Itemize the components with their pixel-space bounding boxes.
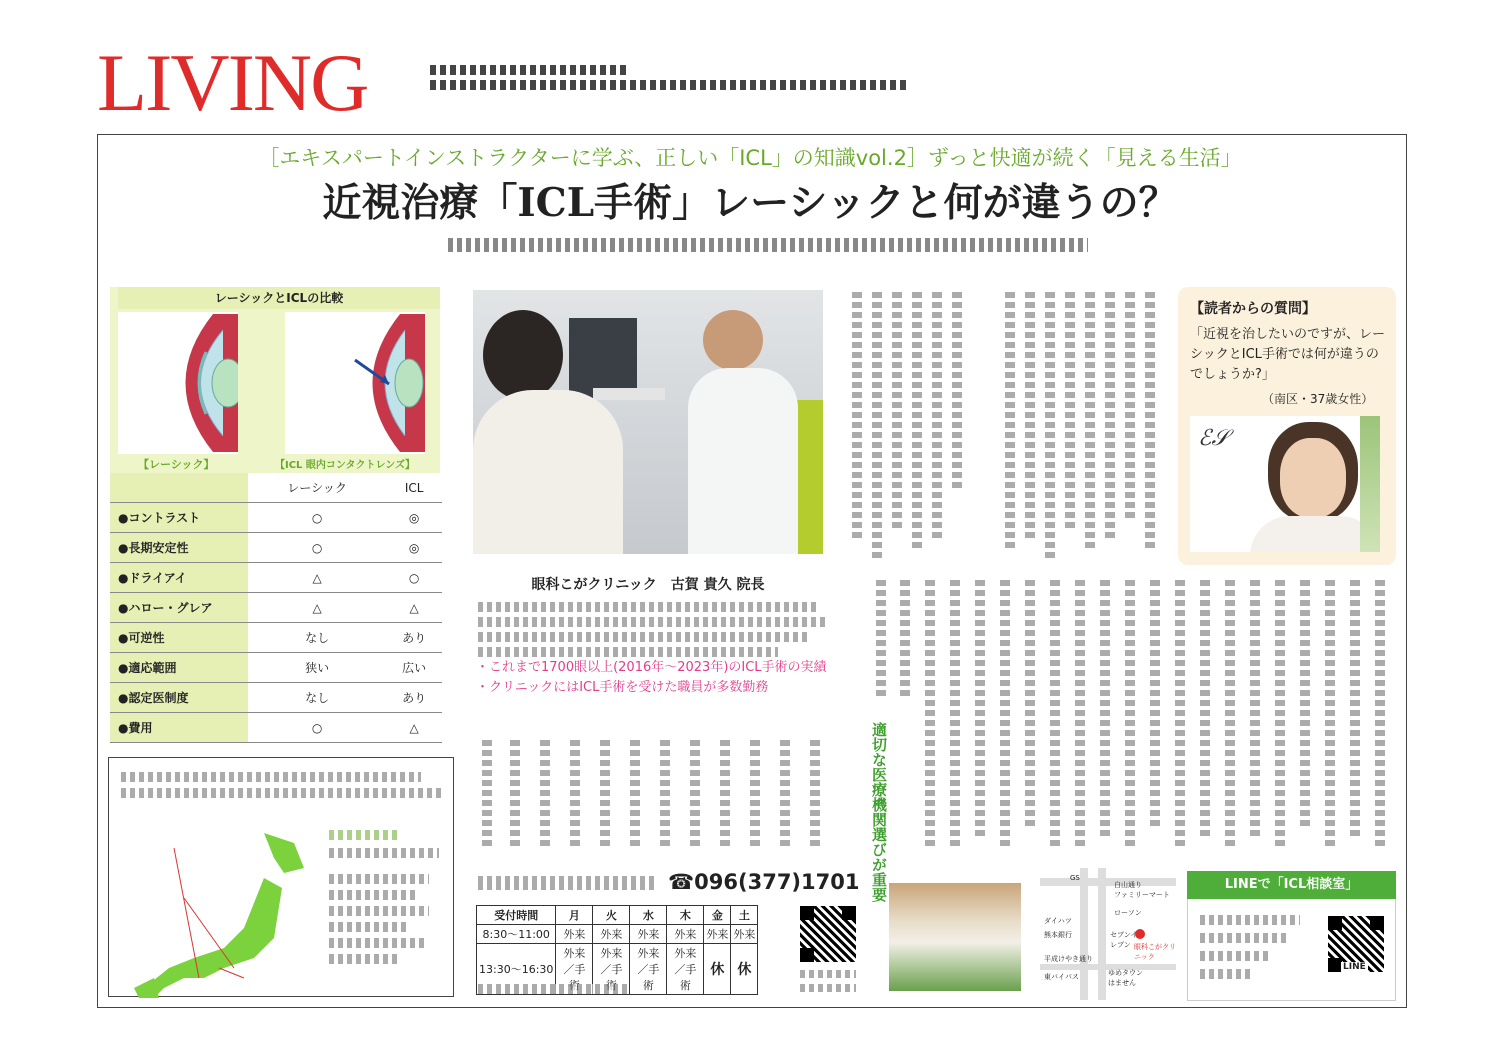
japan-map-box: [108, 757, 454, 997]
icl-eye-illustration: [285, 312, 425, 454]
lasik-value: ○: [248, 503, 386, 533]
map-label: ファミリーマート: [1114, 891, 1170, 899]
hours-header: 水: [630, 906, 667, 925]
lasik-eye-illustration: [118, 312, 238, 454]
table-header-row: [110, 473, 442, 503]
clinic-phone: ☎096(377)1701: [668, 870, 860, 894]
column-header: ICL: [386, 473, 442, 503]
photo-caption: 眼科こがクリニック 古賀 貴久 院長: [531, 577, 765, 593]
map-label: 平成けやき通り: [1044, 955, 1093, 963]
table-row: [477, 925, 758, 944]
japan-map-icon: [124, 828, 324, 998]
line-consult-heading: LINEで「ICL相談室」: [1187, 871, 1396, 899]
byline: [448, 238, 1088, 252]
line-consult-text: [1200, 915, 1310, 979]
highlight-item: ・クリニックにはICL手術を受けた職員が多数勤務: [476, 680, 769, 695]
icl-value: ◎: [386, 533, 442, 563]
lasik-value: ○: [248, 713, 386, 743]
question-title: 【読者からの質問】: [1190, 301, 1316, 317]
table-row: [110, 653, 442, 683]
map-label: 熊本銀行: [1044, 931, 1072, 939]
autograph-icon: ℰ𝒮: [1198, 426, 1229, 451]
hours-cell: 休: [731, 944, 758, 995]
icl-value: あり: [386, 683, 442, 713]
hours-cell: 外来: [556, 925, 593, 944]
hours-cell: 外来／手術: [667, 944, 704, 995]
row-label: ●ハロー・グレア: [110, 593, 248, 623]
hours-cell: 外来／手: [556, 944, 593, 995]
hours-cell: 13:30～16:30: [477, 944, 556, 995]
qr-code-icon[interactable]: [800, 906, 856, 962]
icl-eye-icon: [285, 312, 425, 454]
doctor-photo: [473, 290, 823, 554]
map-label: ダイハツ: [1044, 917, 1072, 925]
table-row: [110, 533, 442, 563]
hours-header: 金: [704, 906, 731, 925]
map-label: ゆめタウンはません: [1108, 969, 1143, 987]
hours-table: [476, 905, 758, 995]
publication-note: [430, 60, 910, 110]
icl-label: 【ICL 眼内コンタクトレンズ】: [275, 460, 415, 471]
icl-value: ○: [386, 563, 442, 593]
icl-value: △: [386, 713, 442, 743]
clinic-highlights: [476, 658, 827, 698]
hours-header: 月: [556, 906, 593, 925]
comparison-title: レーシックとICLの比較: [118, 287, 440, 309]
hours-header: 土: [731, 906, 758, 925]
publication-logo: LIVING: [97, 37, 368, 128]
icl-value: ◎: [386, 503, 442, 533]
hours-cell: 外来／手: [593, 944, 630, 995]
hours-cell: 外来: [731, 925, 758, 944]
icl-value: あり: [386, 623, 442, 653]
hours-header: 木: [667, 906, 704, 925]
row-label: ●認定医制度: [110, 683, 248, 713]
table-row: [110, 503, 442, 533]
row-label: ●適応範囲: [110, 653, 248, 683]
row-label: ●コントラスト: [110, 503, 248, 533]
lasik-label: 【レーシック】: [138, 458, 215, 471]
profile-text: [478, 602, 828, 657]
row-label: ●ドライアイ: [110, 563, 248, 593]
lasik-value: 狭い: [248, 653, 386, 683]
article-subtitle: ［エキスパートインストラクターに学ぶ、正しい「ICL」の知識vol.2］ずっと快適が続く「見える生活」: [258, 146, 1242, 170]
column-header: レーシック: [248, 473, 386, 503]
map-label: セブンイレブン: [1110, 931, 1138, 949]
icl-value: △: [386, 593, 442, 623]
row-label: ●長期安定性: [110, 533, 248, 563]
lasik-value: △: [248, 563, 386, 593]
table-row: [110, 563, 442, 593]
row-label: ●費用: [110, 713, 248, 743]
lasik-value: △: [248, 593, 386, 623]
map-label: 白山通り: [1114, 881, 1142, 889]
highlight-item: ・これまで1700眼以上(2016年～2023年)のICL手術の実績: [476, 660, 827, 675]
table-row: [110, 713, 442, 743]
hours-header: 受付時間: [477, 906, 556, 925]
map-label: ローソン: [1114, 909, 1142, 917]
comparison-table: [110, 473, 442, 743]
hours-cell: 8:30～11:00: [477, 925, 556, 944]
table-header-row: [477, 906, 758, 925]
section-heading: 適切な医療機関選びが重要: [870, 722, 888, 902]
map-label: 東バイパス: [1044, 973, 1079, 981]
article-headline: 近視治療「ICL手術」レーシックと何が違うの？: [322, 180, 1178, 226]
lasik-value: ○: [248, 533, 386, 563]
clinic-name: [478, 876, 658, 890]
map-label: GS: [1070, 874, 1080, 882]
clinic-address: [478, 984, 628, 994]
table-row: [110, 683, 442, 713]
line-logo-icon: LINE: [1343, 962, 1366, 972]
hours-cell: 休: [704, 944, 731, 995]
table-row: [110, 623, 442, 653]
map-label: 眼科こがクリニック: [1134, 943, 1176, 961]
clinic-interior-photo: [889, 883, 1021, 991]
table-row: [110, 593, 442, 623]
hours-cell: 外来: [593, 925, 630, 944]
hours-cell: 外来／手術: [630, 944, 667, 995]
hours-header: 火: [593, 906, 630, 925]
access-map: [1040, 868, 1176, 1000]
question-signature: （南区・37歳女性）: [1262, 392, 1374, 406]
qr-caption: [800, 970, 856, 992]
hours-cell: 外来: [667, 925, 704, 944]
lasik-value: なし: [248, 623, 386, 653]
icl-value: 広い: [386, 653, 442, 683]
lasik-value: なし: [248, 683, 386, 713]
question-text: 「近視を治したいのですが、レーシックとICL手術では何が違うのでしょうか?」: [1190, 327, 1386, 382]
reader-photo: [1190, 416, 1380, 552]
row-label: ●可逆性: [110, 623, 248, 653]
hours-cell: 外来: [704, 925, 731, 944]
lasik-eye-icon: [118, 312, 238, 454]
hours-cell: 外来: [630, 925, 667, 944]
